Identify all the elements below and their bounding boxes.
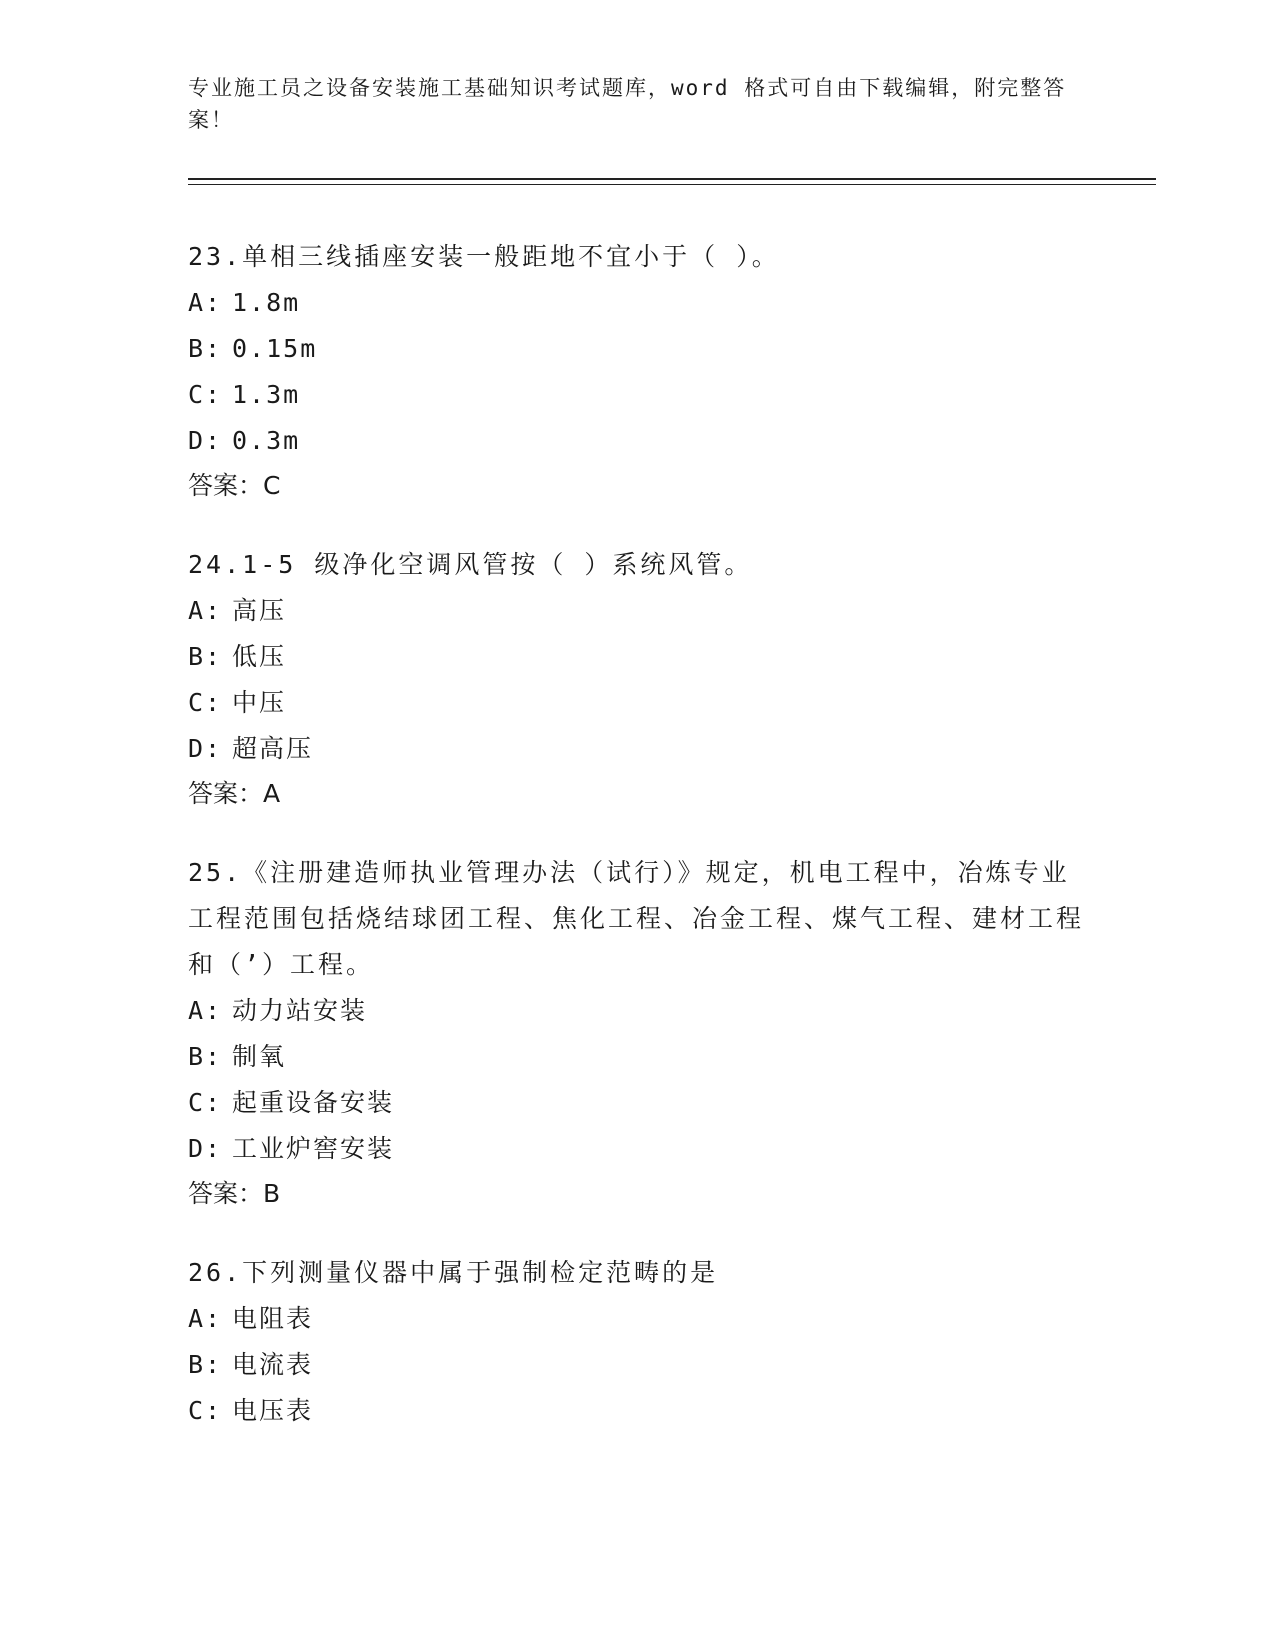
option-key: B: (188, 642, 223, 671)
option-text: 工业炉窖安装 (232, 1134, 395, 1163)
option-key: C: (188, 1088, 223, 1117)
option-b (188, 1342, 1088, 1388)
question-25 (188, 850, 1088, 1216)
option-text: 中压 (232, 688, 287, 717)
question-stem: 25.《注册建造师执业管理办法（试行）》规定，机电工程中，冶炼专业工程范围包括烧结球团工程、焦化工程、冶金工程、煤气工程、建材工程和（’）工程。 (188, 858, 1085, 979)
option-b (188, 634, 1088, 680)
header-divider-thin (188, 184, 1156, 185)
option-b (188, 326, 1088, 372)
option-b (188, 1034, 1088, 1080)
option-text: 低压 (232, 642, 287, 671)
option-key: C: (188, 688, 223, 717)
option-text: 1.3m (232, 380, 301, 409)
question-23 (188, 234, 1088, 508)
option-key: A: (188, 288, 223, 317)
option-key: B: (188, 1350, 223, 1379)
option-d (188, 418, 1088, 464)
option-a (188, 988, 1088, 1034)
option-key: D: (188, 426, 223, 455)
option-c (188, 680, 1088, 726)
option-d (188, 726, 1088, 772)
option-key: D: (188, 734, 223, 763)
option-c (188, 1080, 1088, 1126)
option-text: 起重设备安装 (232, 1088, 395, 1117)
option-text: 制氧 (232, 1042, 287, 1071)
option-a (188, 588, 1088, 634)
option-key: D: (188, 1134, 223, 1163)
question-list (188, 234, 1088, 1468)
question-26 (188, 1250, 1088, 1434)
header-divider-thick (188, 178, 1156, 180)
answer: 答案：B (188, 1179, 281, 1208)
option-key: A: (188, 596, 223, 625)
option-text: 高压 (232, 596, 287, 625)
option-key: B: (188, 334, 223, 363)
option-text: 0.3m (232, 426, 301, 455)
answer: 答案：A (188, 779, 281, 808)
option-a (188, 1296, 1088, 1342)
option-text: 1.8m (232, 288, 301, 317)
option-text: 0.15m (232, 334, 318, 363)
document-header: 专业施工员之设备安装施工基础知识考试题库，word 格式可自由下载编辑，附完整答案！ (188, 76, 1067, 132)
option-d (188, 1126, 1088, 1172)
option-a (188, 280, 1088, 326)
option-text: 动力站安装 (232, 996, 368, 1025)
option-text: 电压表 (232, 1396, 314, 1425)
question-stem: 26.下列测量仪器中属于强制检定范畴的是 (188, 1258, 719, 1287)
answer: 答案：C (188, 471, 281, 500)
option-text: 电流表 (232, 1350, 314, 1379)
option-text: 电阻表 (232, 1304, 314, 1333)
question-stem: 24.1-5 级净化空调风管按（ ）系统风管。 (188, 550, 753, 579)
option-key: A: (188, 1304, 223, 1333)
option-key: A: (188, 996, 223, 1025)
option-key: B: (188, 1042, 223, 1071)
option-key: C: (188, 1396, 223, 1425)
question-stem: 23.单相三线插座安装一般距地不宜小于（ ）。 (188, 242, 780, 271)
option-c (188, 1388, 1088, 1434)
option-text: 超高压 (232, 734, 314, 763)
option-c (188, 372, 1088, 418)
question-24 (188, 542, 1088, 816)
option-key: C: (188, 380, 223, 409)
